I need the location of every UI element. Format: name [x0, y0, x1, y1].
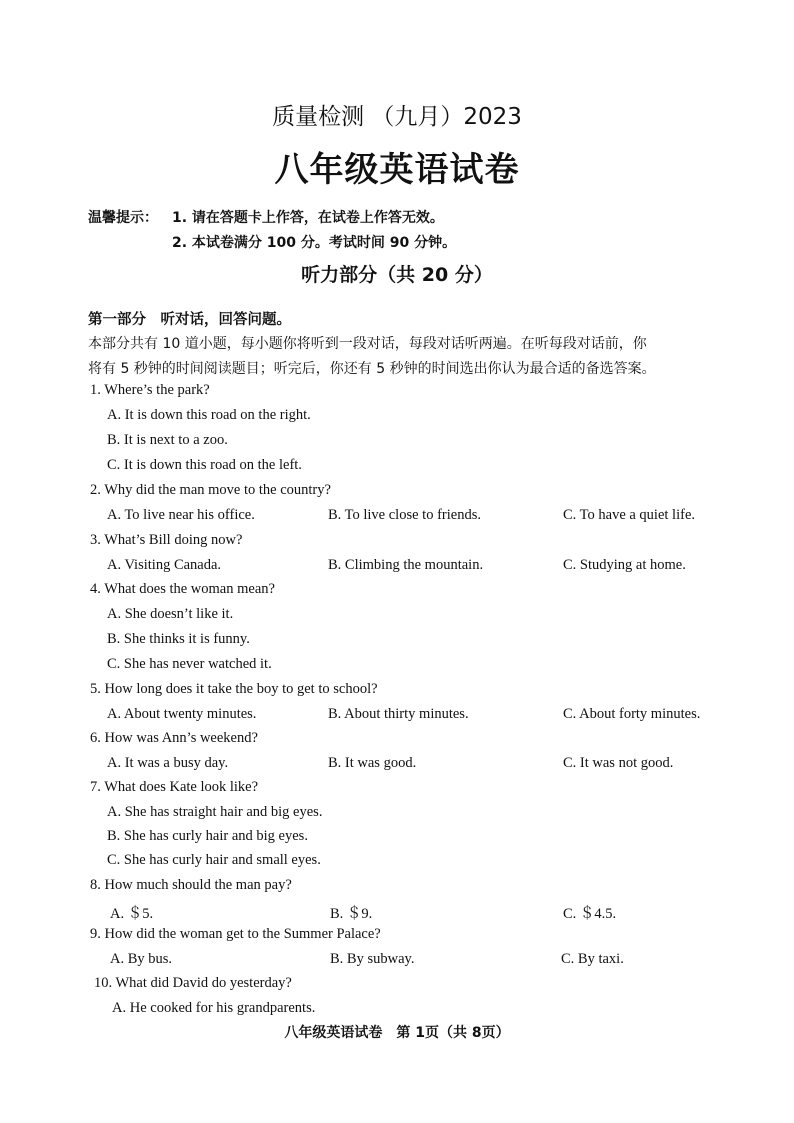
- question-4-option-a: A. She doesn’t like it.: [107, 606, 234, 622]
- question-2-option-c: C. To have a quiet life.: [563, 507, 696, 523]
- question-4-option-b: B. She thinks it is funny.: [107, 631, 250, 647]
- section-title: 听力部分（共 20 分）: [301, 264, 493, 286]
- exam-main-title: 八年级英语试卷: [274, 150, 520, 190]
- question-9-option-c: C. By taxi.: [561, 951, 624, 967]
- question-3-option-b: B. Climbing the mountain.: [328, 557, 484, 573]
- page-footer: 八年级英语试卷 第 1页（共 8页）: [284, 1025, 510, 1041]
- question-5-option-a: A. About twenty minutes.: [107, 706, 257, 722]
- question-5-option-b: B. About thirty minutes.: [328, 706, 469, 722]
- question-1: 1. Where’s the park?: [90, 382, 210, 398]
- question-3-option-c: C. Studying at home.: [563, 557, 686, 573]
- question-1-option-b: B. It is next to a zoo.: [107, 432, 228, 448]
- tip-item-1: 1. 请在答题卡上作答，在试卷上作答无效。: [172, 210, 444, 226]
- question-10-option-a: A. He cooked for his grandparents.: [112, 1000, 316, 1016]
- question-8-option-a: A. ＄5.: [110, 906, 154, 922]
- tip-item-2: 2. 本试卷满分 100 分。考试时间 90 分钟。: [172, 235, 457, 251]
- question-6-option-c: C. It was not good.: [563, 755, 674, 771]
- question-3-option-a: A. Visiting Canada.: [107, 557, 222, 573]
- question-9: 9. How did the woman get to the Summer Palace?: [90, 926, 381, 942]
- question-6-option-b: B. It was good.: [328, 755, 417, 771]
- question-1-option-a: A. It is down this road on the right.: [107, 407, 311, 423]
- question-2-option-a: A. To live near his office.: [107, 507, 255, 523]
- tips-label: 温馨提示：: [88, 210, 158, 226]
- question-7-option-b: B. She has curly hair and big eyes.: [107, 828, 308, 844]
- question-9-option-b: B. By subway.: [330, 951, 415, 967]
- question-6: 6. How was Ann’s weekend?: [90, 730, 258, 746]
- question-2-option-b: B. To live close to friends.: [328, 507, 481, 523]
- question-5-option-c: C. About forty minutes.: [563, 706, 701, 722]
- question-9-option-a: A. By bus.: [110, 951, 173, 967]
- question-8-option-b: B. ＄9.: [330, 906, 373, 922]
- instruction-line-2: 将有 5 秒钟的时间阅读题目；听完后，你还有 5 秒钟的时间选出你认为最合适的备选答案。: [88, 361, 656, 377]
- question-7-option-c: C. She has curly hair and small eyes.: [107, 852, 321, 868]
- question-5: 5. How long does it take the boy to get to school?: [90, 681, 378, 697]
- question-4-option-c: C. She has never watched it.: [107, 656, 272, 672]
- exam-top-title: 质量检测 （九月）2023: [272, 104, 522, 130]
- question-7-option-a: A. She has straight hair and big eyes.: [107, 804, 323, 820]
- question-2: 2. Why did the man move to the country?: [90, 482, 331, 498]
- question-3: 3. What’s Bill doing now?: [90, 532, 243, 548]
- question-8: 8. How much should the man pay?: [90, 877, 292, 893]
- question-1-option-c: C. It is down this road on the left.: [107, 457, 302, 473]
- question-10: 10. What did David do yesterday?: [94, 975, 292, 991]
- instruction-line-1: 本部分共有 10 道小题，每小题你将听到一段对话，每段对话听两遍。在听每段对话前，你: [88, 336, 647, 352]
- question-4: 4. What does the woman mean?: [90, 581, 275, 597]
- question-8-option-c: C. ＄4.5.: [563, 906, 617, 922]
- question-6-option-a: A. It was a busy day.: [107, 755, 229, 771]
- question-7: 7. What does Kate look like?: [90, 779, 259, 795]
- part-heading: 第一部分 听对话，回答问题。: [88, 312, 291, 328]
